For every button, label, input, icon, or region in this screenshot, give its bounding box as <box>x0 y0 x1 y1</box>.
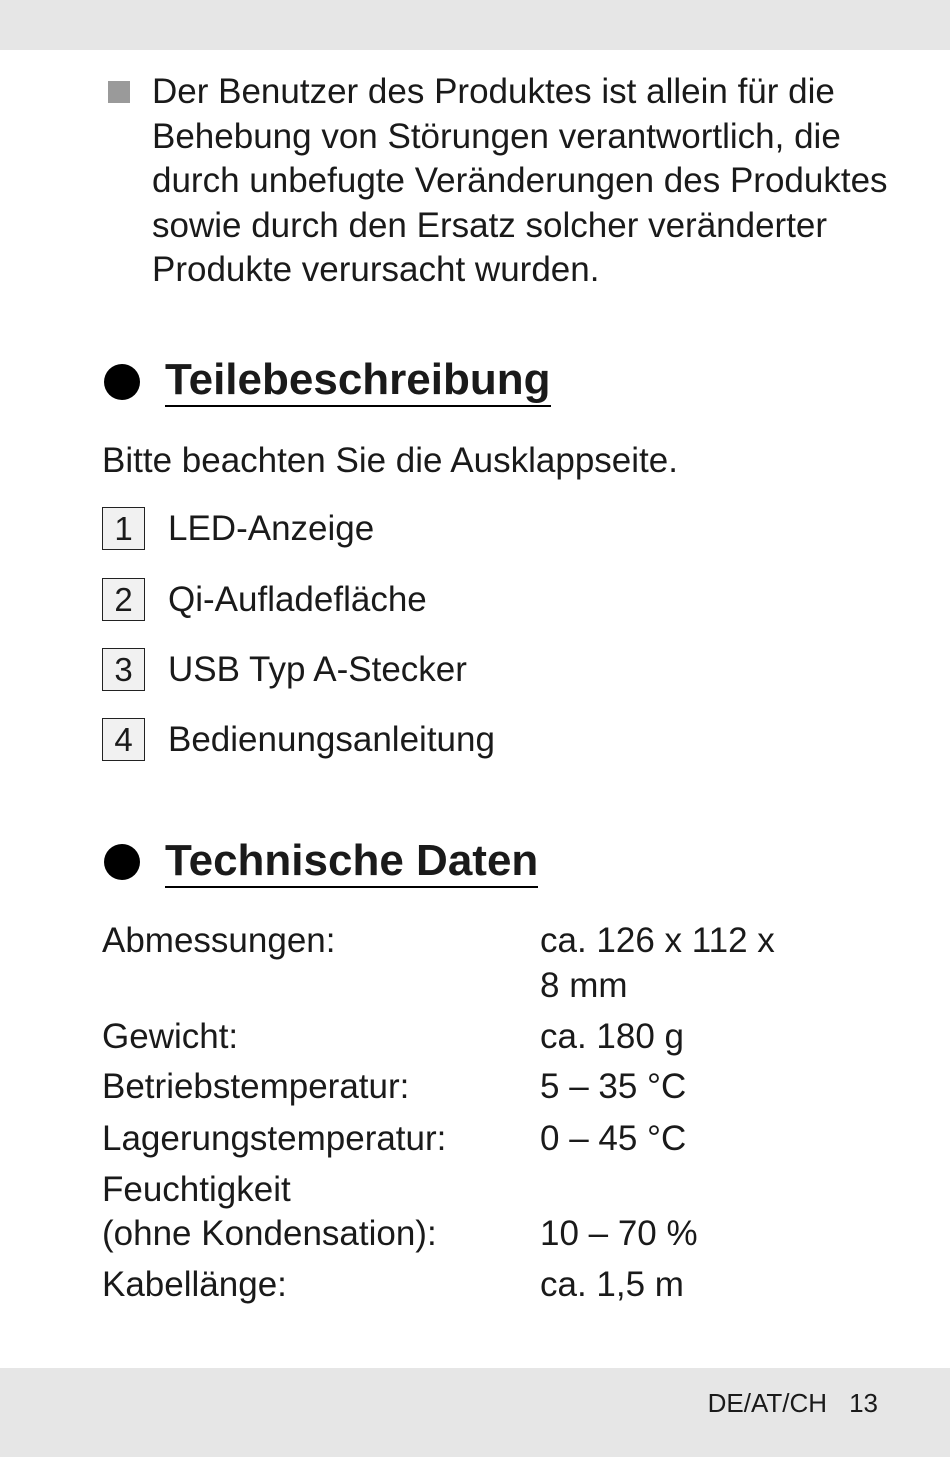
spec-value: ca. 180 g <box>540 1017 684 1056</box>
spec-value: 0 – 45 °C <box>540 1119 687 1158</box>
part-label: Bedienungsanleitung <box>168 720 495 759</box>
top-margin-band <box>0 0 950 50</box>
section-bullet-icon <box>104 844 140 880</box>
section-bullet-icon <box>104 364 140 400</box>
spec-label: Kabellänge: <box>102 1265 287 1304</box>
spec-label: Betriebstemperatur: <box>102 1067 410 1106</box>
spec-label: Lagerungstemperatur: <box>102 1119 447 1158</box>
spec-value-continued: 8 mm <box>540 966 628 1005</box>
spec-value: ca. 126 x 112 x <box>540 921 775 960</box>
spec-value: 10 – 70 % <box>540 1214 698 1253</box>
page-number: 13 <box>849 1388 878 1418</box>
square-bullet-icon <box>108 81 130 103</box>
spec-label-continued: (ohne Kondensation): <box>102 1214 437 1253</box>
footer-region: DE/AT/CH <box>707 1388 828 1418</box>
part-number-box: 3 <box>102 648 145 691</box>
page-footer <box>708 1388 878 1419</box>
spec-label: Feuchtigkeit <box>102 1170 291 1209</box>
part-number-box: 2 <box>102 578 145 621</box>
spec-value: ca. 1,5 m <box>540 1265 684 1304</box>
part-number-box: 1 <box>102 507 145 550</box>
spec-label: Abmessungen: <box>102 921 336 960</box>
spec-label: Gewicht: <box>102 1017 239 1056</box>
part-number-box: 4 <box>102 718 145 761</box>
part-label: Qi-Aufladefläche <box>168 580 427 619</box>
parts-intro: Bitte beachten Sie die Ausklappseite. <box>102 441 678 480</box>
section-title-specs: Technische Daten <box>165 836 538 888</box>
spec-value: 5 – 35 °C <box>540 1067 687 1106</box>
warning-paragraph: Der Benutzer des Produktes ist allein für die Behebung von Störungen verantwortlich, die durch unbefugte Veränderungen des Produktes sowie durch den Ersatz solcher veränderter Produkte verursacht wurden. <box>152 72 888 289</box>
section-title-parts: Teilebeschreibung <box>165 355 551 407</box>
part-label: LED-Anzeige <box>168 509 375 548</box>
part-label: USB Typ A-Stecker <box>168 650 467 689</box>
